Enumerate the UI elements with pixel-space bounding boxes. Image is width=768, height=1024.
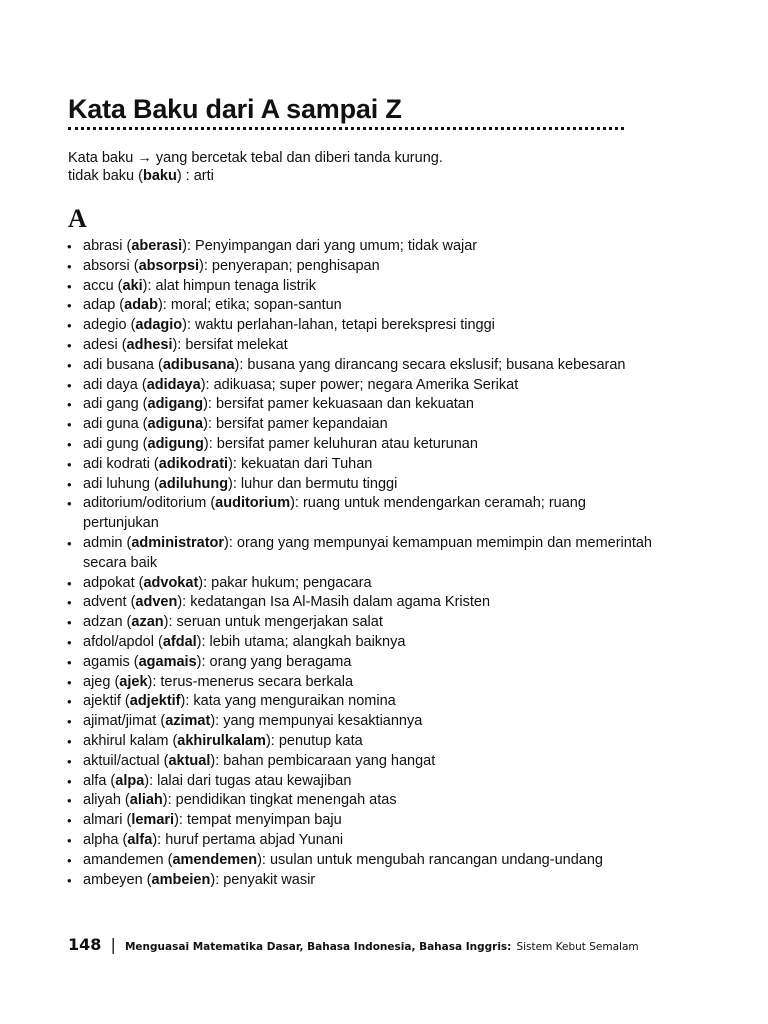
entry-definition: ): pendidikan tingkat menengah atas [162,792,397,809]
intro-legend [68,149,443,185]
entry-standard-word: adjektif [129,693,181,710]
list-item [64,791,664,811]
entry-nonstandard: amandemen ( [83,851,173,868]
entry-standard-word: aktual [168,752,211,769]
list-item [64,534,664,574]
entry-definition: ): seruan untuk mengerjakan salat [163,614,383,631]
entry-definition: ): pakar hukum; pengacara [198,574,372,591]
entry-standard-word: azan [131,614,164,631]
entry-nonstandard: adegio ( [83,317,136,334]
entry-nonstandard: afdol/apdol ( [83,633,163,650]
legend-format-b: ) : arti [176,168,214,184]
entry-nonstandard: ajeg ( [83,673,120,690]
entry-standard-word: akhirulkalam [177,732,266,749]
entry-standard-word: alfa [127,831,153,848]
entry-nonstandard: admin ( [83,534,132,551]
bullet-icon: • [67,714,72,730]
legend-format-a: tidak baku ( [68,168,143,184]
list-item [64,752,664,772]
legend-format-bold: baku [142,168,177,184]
entry-standard-word: lemari [131,812,175,829]
entry-standard-word: adiluhung [158,475,229,492]
book-title: Menguasai Matematika Dasar, Bahasa Indonesia, Bahasa Inggris: [124,941,512,953]
entry-standard-word: adigung [147,435,204,452]
bullet-icon: • [67,496,72,512]
entry-nonstandard: ajektif ( [83,693,130,710]
page-footer [68,935,639,954]
bullet-icon: • [67,674,72,690]
list-item [64,316,664,336]
list-item [64,653,664,673]
entry-nonstandard: adi gung ( [83,435,148,452]
entry-standard-word: adhesi [126,336,173,353]
entry-definition: ): moral; etika; sopan-santun [157,297,342,314]
entry-nonstandard: aliyah ( [83,792,130,809]
arrow-icon: → [137,150,152,166]
entry-nonstandard: almari ( [83,812,132,829]
entry-standard-word: adikodrati [158,455,229,472]
section-letter-heading: A [68,204,87,233]
list-item [64,871,664,891]
entry-definition: ): ruang untuk mendengarkan ceramah; ruang pertunjukan [83,495,586,532]
bullet-icon: • [67,634,72,650]
entry-standard-word: adab [124,297,158,314]
list-item [64,574,664,594]
entry-definition: ): kata yang menguraikan nomina [180,693,396,710]
entry-definition: ): waktu perlahan-lahan, tetapi berekspresi tinggi [182,317,495,334]
bullet-icon: • [67,773,72,789]
entry-definition: ): bersifat melekat [172,336,288,353]
entry-standard-word: administrator [131,534,225,551]
entry-definition: ): Penyimpangan dari yang umum; tidak wajar [182,238,478,254]
entry-nonstandard: adi guna ( [83,416,148,433]
list-item [64,475,664,495]
list-item [64,296,664,316]
bullet-icon: • [67,397,72,413]
entry-nonstandard: adi luhung ( [83,475,159,492]
entry-definition: ): alat himpun tenaga listrik [142,277,316,294]
entry-standard-word: auditorium [215,495,291,512]
entry-standard-word: aliah [129,792,163,809]
entry-nonstandard: adap ( [83,297,125,314]
list-item [64,415,664,435]
entry-standard-word: azimat [165,713,211,730]
bullet-icon: • [67,337,72,353]
list-item [64,851,664,871]
bullet-icon: • [67,694,72,710]
entry-definition: ): huruf pertama abjad Yunani [152,831,344,848]
footer-separator: | [110,935,116,954]
entry-nonstandard: adzan ( [83,614,132,631]
bullet-icon: • [67,813,72,829]
bullet-icon: • [67,793,72,809]
bullet-icon: • [67,872,72,888]
legend-standard-desc: yang bercetak tebal dan diberi tanda kurung. [155,150,443,166]
entry-standard-word: adven [135,594,178,611]
bullet-icon: • [67,852,72,868]
entry-nonstandard: abrasi ( [83,238,132,254]
bullet-icon: • [67,417,72,433]
entry-standard-word: absorpsi [138,257,200,274]
list-item [64,277,664,297]
entry-definition: ): lalai dari tugas atau kewajiban [144,772,352,789]
list-item [64,613,664,633]
entry-nonstandard: ambeyen ( [83,871,152,888]
entry-nonstandard: ajimat/jimat ( [83,713,166,730]
list-item [64,376,664,396]
legend-line-format [68,167,443,185]
entry-definition: ): usulan untuk mengubah rancangan undang-undang [257,851,603,868]
list-item [64,257,664,277]
entry-standard-word: adagio [135,317,183,334]
bullet-icon: • [67,278,72,294]
entry-nonstandard: accu ( [83,277,123,294]
entry-definition: ): tempat menyimpan baju [174,812,342,829]
entry-standard-word: afdal [162,633,197,650]
bullet-icon: • [67,298,72,314]
bullet-icon: • [67,654,72,670]
entry-standard-word: agamais [138,653,197,670]
entry-nonstandard: absorsi ( [83,257,139,274]
bullet-icon: • [67,575,72,591]
entry-definition: ): orang yang mempunyai kemampuan memimpin dan memerintah secara baik [83,534,652,571]
bullet-icon: • [67,456,72,472]
list-item [64,336,664,356]
entry-definition: ): orang yang beragama [196,653,352,670]
entry-nonstandard: adi daya ( [83,376,147,393]
entry-definition: ): penyerapan; penghisapan [199,257,380,274]
list-item [64,593,664,613]
list-item [64,356,664,376]
entry-definition: ): kekuatan dari Tuhan [228,455,373,472]
entry-nonstandard: alpha ( [83,831,128,848]
entry-standard-word: adibusana [162,356,235,373]
entry-nonstandard: adpokat ( [83,574,144,591]
entry-definition: ): adikuasa; super power; negara Amerika Serikat [200,376,519,393]
legend-standard-label: Kata baku [68,150,134,166]
entry-nonstandard: agamis ( [83,653,139,670]
entry-standard-word: adigang [147,396,204,413]
legend-line-standard [68,149,443,167]
bullet-icon: • [67,239,72,254]
entry-definition: ): lebih utama; alangkah baiknya [196,633,406,650]
entry-standard-word: aki [122,277,143,294]
entry-definition: ): yang mempunyai kesaktiannya [210,713,423,730]
entry-definition: ): bersifat pamer kepandaian [203,416,388,433]
list-item [64,811,664,831]
entry-definition: ): bersifat pamer keluhuran atau keturunan [203,435,478,452]
entry-standard-word: ajek [119,673,148,690]
entry-nonstandard: advent ( [83,594,136,611]
bullet-icon: • [67,832,72,848]
entry-definition: ): terus-menerus secara berkala [147,673,354,690]
list-item [64,831,664,851]
word-entry-list [64,237,664,890]
entry-definition: ): bersifat pamer kekuasaan dan kekuatan [203,396,474,413]
entry-nonstandard: akhirul kalam ( [83,732,178,749]
entry-standard-word: advokat [143,574,199,591]
list-item [64,435,664,455]
bullet-icon: • [67,753,72,769]
entry-definition: ): bahan pembicaraan yang hangat [210,752,436,769]
entry-standard-word: adidaya [146,376,201,393]
bullet-icon: • [67,258,72,274]
bullet-icon: • [67,733,72,749]
entry-definition: ): kedatangan Isa Al-Masih dalam agama Kristen [177,594,491,611]
list-item [64,732,664,752]
dotted-divider [68,127,624,130]
entry-nonstandard: adi busana ( [83,356,163,373]
entry-definition: ): busana yang dirancang secara ekslusif; busana kebesaran [234,356,626,373]
page-title: Kata Baku dari A sampai Z [68,94,402,124]
entry-standard-word: ambeien [151,871,211,888]
list-item [64,633,664,653]
entry-nonstandard: aktuil/actual ( [83,752,169,769]
bullet-icon: • [67,377,72,393]
entry-definition: ): penyakit wasir [210,871,316,888]
list-item [64,712,664,732]
list-item [64,692,664,712]
list-item [64,494,664,534]
page-number: 148 [68,935,102,954]
entry-standard-word: aberasi [131,238,183,254]
bullet-icon: • [67,535,72,551]
entry-nonstandard: adesi ( [83,336,127,353]
list-item [64,673,664,693]
list-item [64,395,664,415]
entry-definition: ): luhur dan bermutu tinggi [228,475,398,492]
list-item [64,772,664,792]
bullet-icon: • [67,476,72,492]
entry-standard-word: alpa [115,772,145,789]
bullet-icon: • [67,357,72,373]
entry-nonstandard: alfa ( [83,772,116,789]
entry-definition: ): penutup kata [265,732,363,749]
bullet-icon: • [67,436,72,452]
entry-nonstandard: adi gang ( [83,396,148,413]
list-item [64,237,664,257]
bullet-icon: • [67,595,72,611]
list-item [64,455,664,475]
entry-nonstandard: adi kodrati ( [83,455,159,472]
entry-standard-word: adiguna [147,416,204,433]
entry-standard-word: amendemen [172,851,258,868]
entry-nonstandard: aditorium/oditorium ( [83,495,216,512]
book-subtitle: Sistem Kebut Semalam [516,941,639,953]
bullet-icon: • [67,318,72,334]
bullet-icon: • [67,615,72,631]
